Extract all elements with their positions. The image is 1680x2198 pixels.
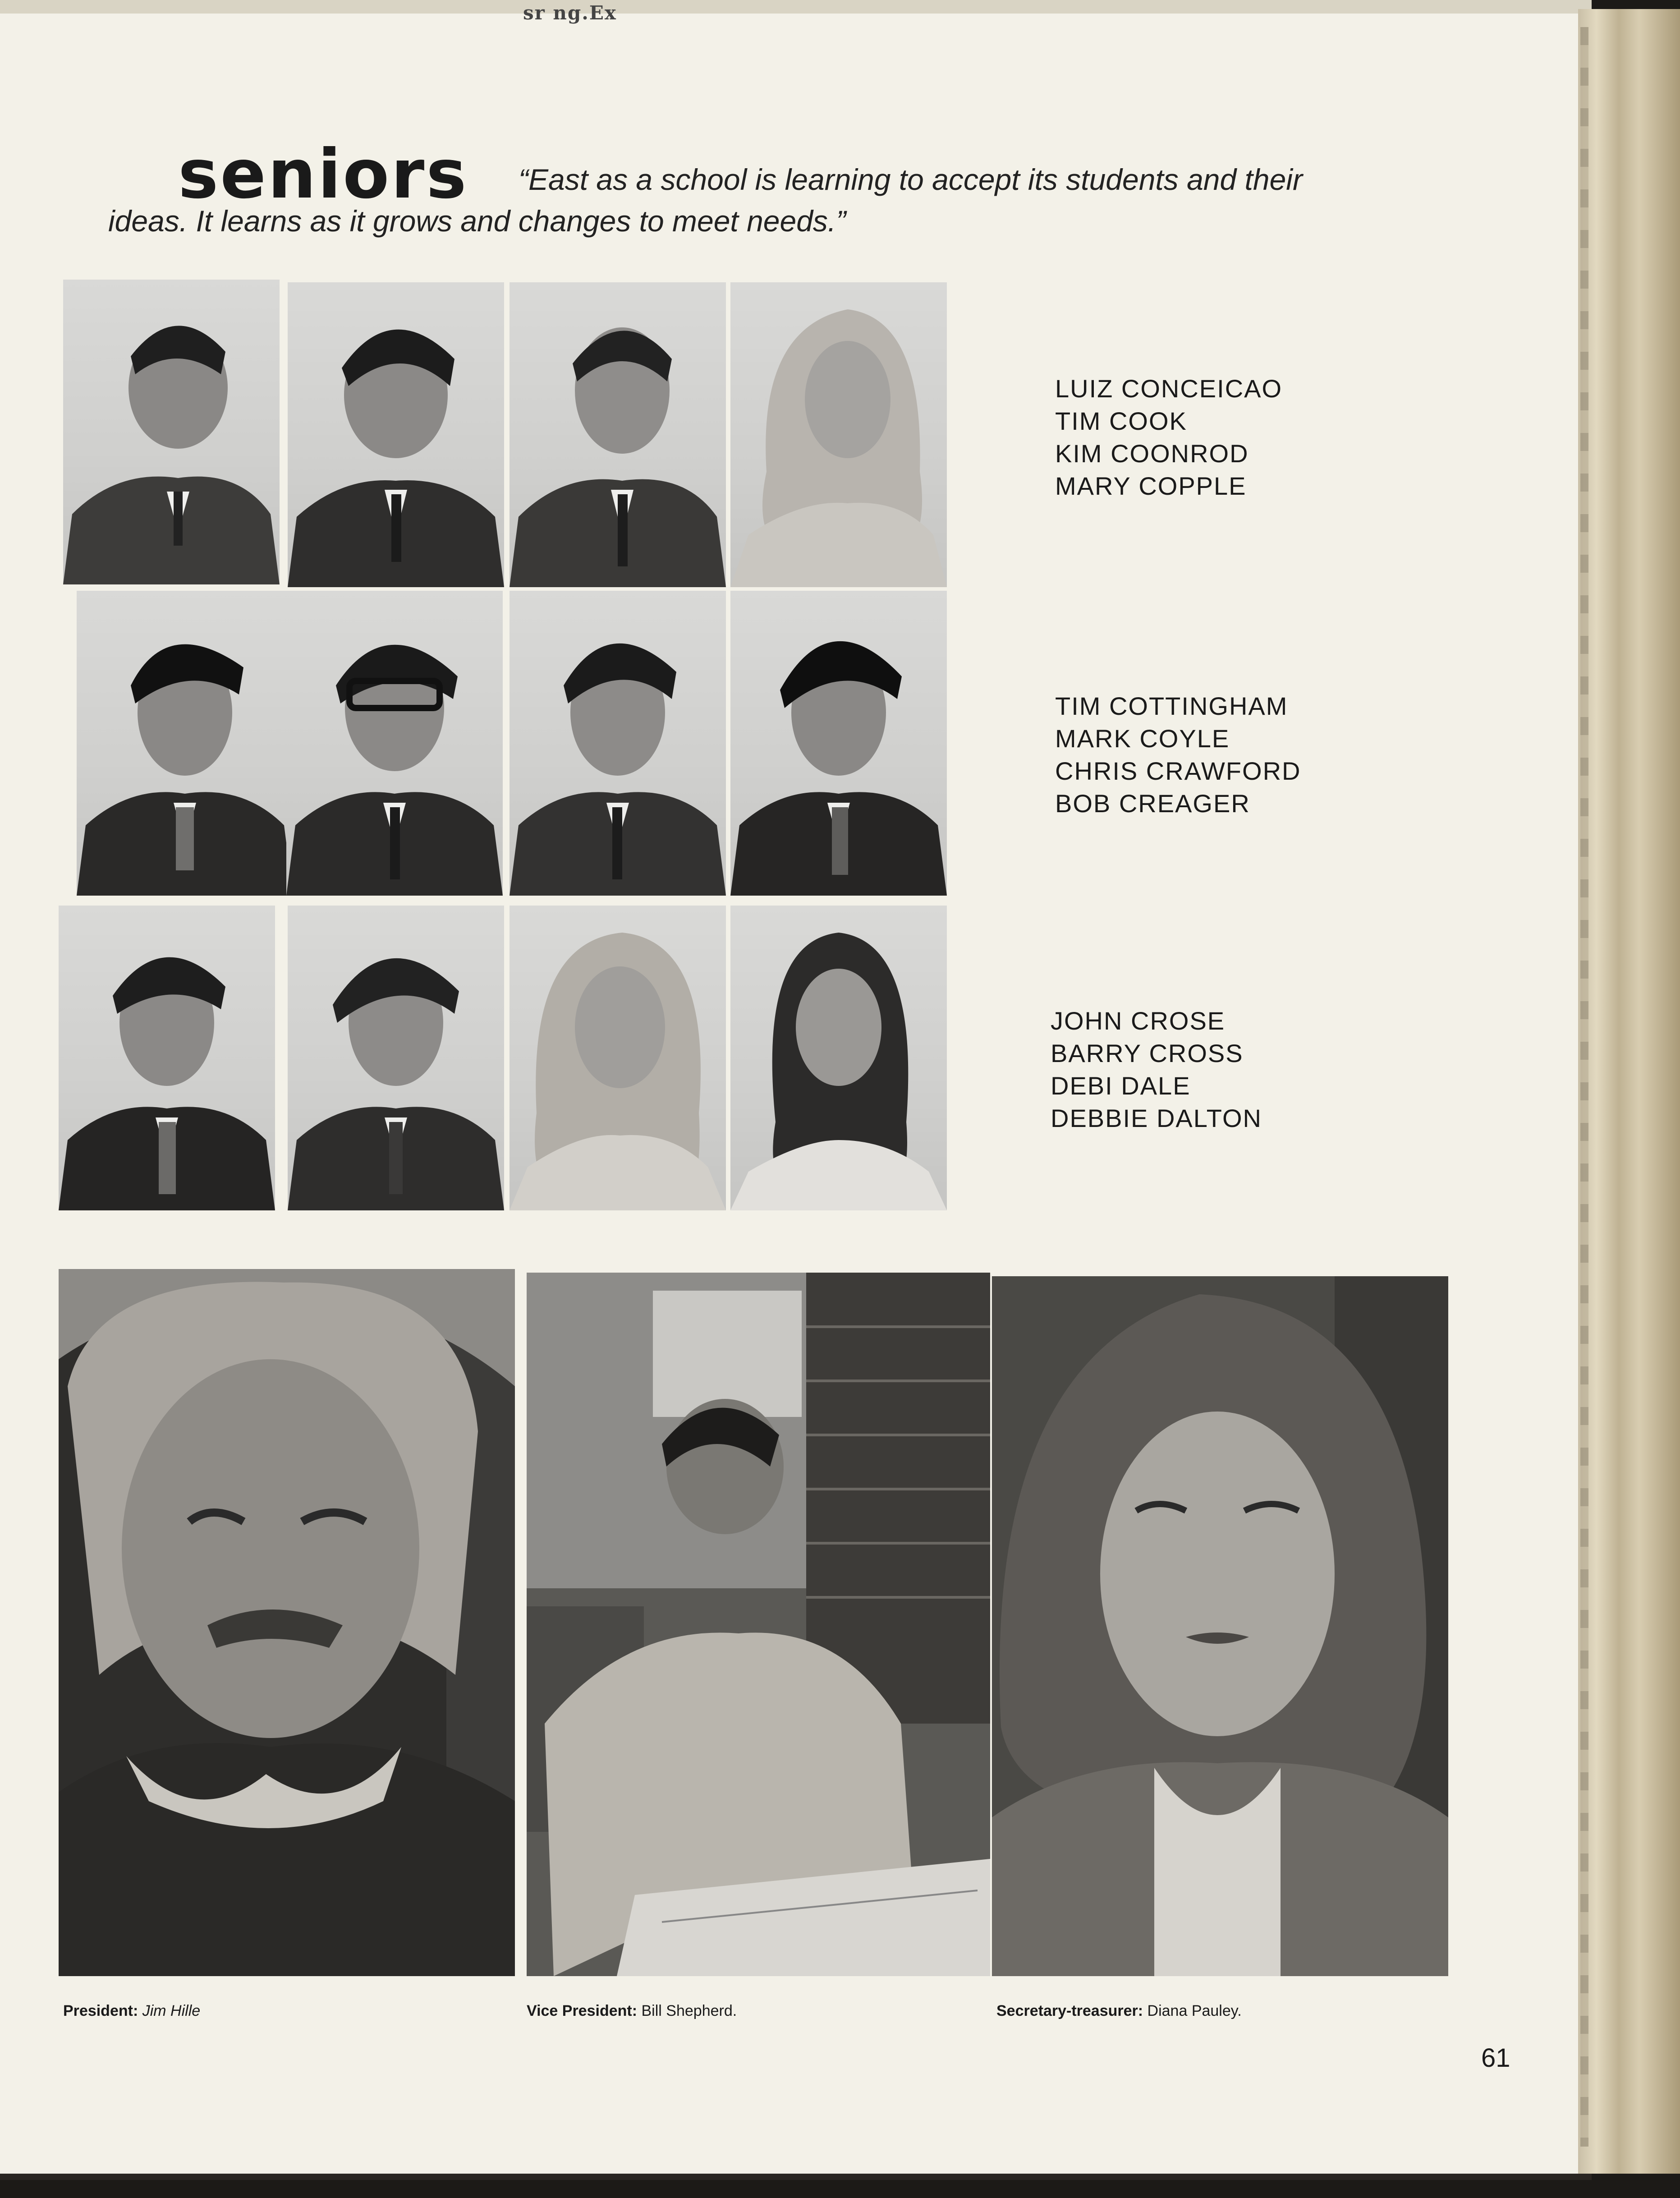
- student-name: MARK COYLE: [1055, 724, 1230, 753]
- caption-role: President:: [63, 2002, 138, 2019]
- top-stamp: sr ng.Ex: [523, 2, 617, 24]
- caption-president: [63, 2002, 200, 2020]
- caption-vice-president: [527, 2002, 737, 2020]
- student-name: DEBI DALE: [1051, 1071, 1191, 1100]
- name-list-row-3: [1051, 1005, 1262, 1135]
- caption-role: Secretary-treasurer:: [996, 2002, 1143, 2019]
- page-top-strip: [0, 0, 1592, 24]
- portrait-debbie-dalton: [730, 906, 947, 1210]
- quote-line-2: ideas. It learns as it grows and changes to meet needs.”: [108, 204, 846, 238]
- caption-officer-name: Diana Pauley.: [1147, 2002, 1242, 2019]
- student-name: BOB CREAGER: [1055, 789, 1250, 818]
- photo-president: [59, 1269, 515, 1976]
- portrait-tim-cook: [288, 282, 504, 587]
- section-title: seniors: [178, 135, 468, 214]
- portrait-mary-copple: [730, 282, 947, 587]
- caption-officer-name: Jim Hille: [142, 2002, 201, 2019]
- student-name: LUIZ CONCEICAO: [1055, 374, 1283, 403]
- portrait-chris-crawford: [510, 591, 726, 896]
- student-name: JOHN CROSE: [1051, 1007, 1226, 1035]
- book-spine: [1578, 9, 1680, 2174]
- portrait-john-crose: [59, 906, 275, 1210]
- student-name: KIM COONROD: [1055, 439, 1249, 468]
- portrait-debi-dale: [510, 906, 726, 1210]
- portrait-bob-creager: [730, 591, 947, 896]
- student-name: BARRY CROSS: [1051, 1039, 1244, 1067]
- caption-role: Vice President:: [527, 2002, 638, 2019]
- portrait-barry-cross: [288, 906, 504, 1210]
- portrait-kim-coonrod: [510, 282, 726, 587]
- student-name: CHRIS CRAWFORD: [1055, 757, 1301, 785]
- portrait-tim-cottingham: [77, 591, 293, 896]
- caption-officer-name: Bill Shepherd.: [641, 2002, 737, 2019]
- name-list-row-2: [1055, 690, 1301, 820]
- name-list-row-1: [1055, 372, 1282, 502]
- photo-secretary-treasurer: [992, 1276, 1448, 1976]
- page-number: 61: [1481, 2043, 1510, 2073]
- student-name: TIM COOK: [1055, 407, 1187, 435]
- student-name: DEBBIE DALTON: [1051, 1104, 1262, 1132]
- quote-line-1: “East as a school is learning to accept its students and their: [519, 163, 1303, 196]
- student-name: TIM COTTINGHAM: [1055, 692, 1288, 720]
- caption-secretary-treasurer: [996, 2002, 1242, 2020]
- page-edges: [1580, 27, 1588, 2147]
- portrait-mark-coyle: [286, 591, 503, 896]
- photo-vice-president: [527, 1273, 990, 1976]
- portrait-luiz-conceicao: [63, 280, 280, 584]
- student-name: MARY COPPLE: [1055, 472, 1247, 500]
